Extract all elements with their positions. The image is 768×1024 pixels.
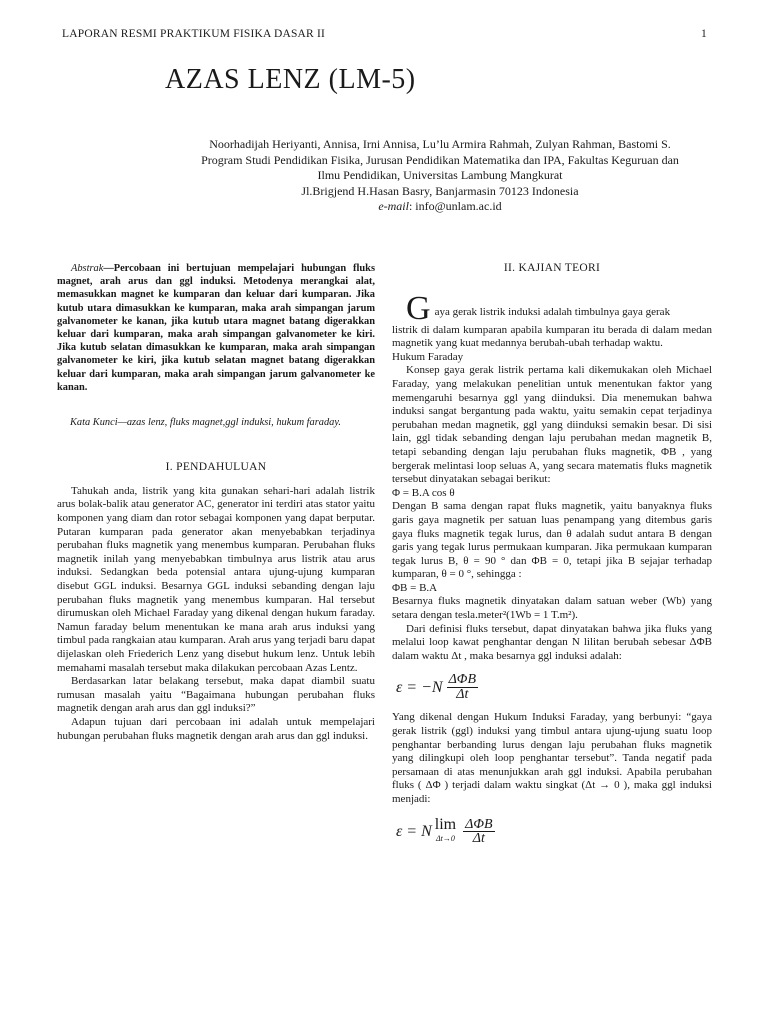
formula-emf [396, 668, 712, 706]
subheading-faraday: Hukum Faraday [392, 350, 464, 363]
formula-limit-lim-word: lim [434, 816, 457, 833]
theory-paragraph-6: Yang dikenal dengan Hukum Induksi Faraday, yang berbunyi: “gaya gerak listrik (ggl) induksi yang timbul antara ujung-ujung suatu loop penghantar berbanding lurus dengan laju perubahan fluks magnetik yang dilingkupi oleh loop penghantar tersebut”. Tanda negatif pada persamaan di atas menunjukkan arah ggl induksi. Apabila perubahan fluks ( ΔΦ ) terjadi dalam waktu singkat (Δt → 0 ), maka ggl induksi menjadi: [392, 711, 712, 805]
theory-paragraph-2: Konsep gaya gerak listrik pertama kali dikemukakan oleh Michael Faraday, yang melakukan penelitian untuk menentukan faktor yang memengaruhi besarnya ggl yang diinduksi. Dia menemukan bahwa induksi sangat bergantung pada waktu, yaitu semakin cepat terjadinya perubahan medan magnetik, ggl yang diinduksi semakin besar. Di sisi lain, ggl tidak sebanding dengan laju perubahan medan magnetik B, tetapi sebanding dengan laju perubahan fluks magnetik, ΦB , yang bergerak melintasi loop seluas A, yang secara matematis fluks magnetik tersebut dinyatakan sebagai berikut: [392, 364, 712, 486]
section-heading-theory: II. KAJIAN TEORI [503, 262, 601, 274]
abstract-label: Abstrak [71, 263, 104, 274]
drop-cap: G [406, 289, 431, 327]
formula-emf-lhs: ε = −N [396, 678, 443, 696]
theory-p1-rest: listrik di dalam kumparan apabila kumparan itu berada di dalam medan magnetik yang kuat medannya berubah-ubah terhadap waktu. [392, 323, 712, 350]
theory-paragraph-5: Dari definisi fluks tersebut, dapat dinyatakan bahwa jika fluks yang melalui loop kawat penghantar dengan N lilitan berubah sebesar ΔΦB dalam waktu Δt , maka besarnya ggl induksi adalah: [392, 622, 712, 662]
abstract [57, 262, 375, 394]
formula-limit-lim [435, 818, 456, 845]
theory-paragraph-4: Besarnya fluks magnetik dinyatakan dalam satuan weber (Wb) yang setara dengan tesla.meter²(1Wb = 1 T.m²). [392, 595, 712, 622]
email-line [150, 199, 730, 215]
affiliation-line-2: Ilmu Pendidikan, Universitas Lambung Mangkurat [317, 168, 563, 182]
affiliation-line-1: Program Studi Pendidikan Fisika, Jurusan Pendidikan Matematika dan IPA, Fakultas Keguruan dan [201, 152, 679, 167]
address: Jl.Brigjend H.Hasan Basry, Banjarmasin 70123 Indonesia [301, 183, 579, 198]
keywords-text: Kata Kunci—azas lenz, fluks magnet,ggl induksi, hukum faraday. [70, 417, 342, 429]
left-column [57, 262, 375, 743]
author-names: Noorhadijah Heriyanti, Annisa, Irni Annisa, Lu’lu Armira Rahmah, Zulyan Rahman, Bastomi S. [209, 137, 671, 151]
theory-p1-first-line: aya gerak listrik induksi adalah timbulnya gaya gerak [434, 305, 671, 318]
section-heading-introduction: I. PENDAHULUAN [165, 461, 267, 474]
theory-paragraph-3: Dengan B sama dengan rapat fluks magnetik, yaitu banyaknya fluks garis gaya magnetik per satuan luas penampang yang ditembus garis gaya fluks magnetik tegak lurus, dan θ adalah sudut antara B dengan garis yang tegak lurus permukaan kumparan. Jika permukaan kumparan tegak lurus B, θ = 90 ° dan ΦB = 0, tetapi jika B sejajar terhadap kumparan, θ = 0 °, sehingga : [392, 500, 712, 581]
formula-limit [396, 813, 712, 851]
formula-limit-lhs: ε = N [396, 822, 432, 840]
intro-paragraph-3: Adapun tujuan dari percobaan ini adalah untuk mempelajari hubungan perubahan fluks magnetik dengan arah arus dan ggl induksi. [57, 715, 375, 742]
formula-limit-lim-sub: Δt→0 [435, 833, 455, 843]
author-block [150, 137, 730, 215]
page-number: 1 [701, 28, 707, 40]
formula-limit-denominator: Δt [472, 831, 485, 847]
formula-emf-denominator: Δt [456, 686, 469, 702]
formula-limit-fraction [463, 818, 494, 846]
keywords [57, 416, 375, 429]
email-address: : info@unlam.ac.id [408, 199, 502, 213]
email-label: e-mail [378, 199, 409, 213]
abstract-dash: — [103, 263, 114, 274]
formula-limit-numerator: ΔΦB [465, 816, 493, 832]
paper-title: AZAS LENZ (LM-5) [165, 64, 416, 95]
intro-paragraph-2: Berdasarkan latar belakang tersebut, maka dapat diambil suatu rumusan masalah yaitu “Bagaimana hubungan perubahan fluks magnetik dengan arah arus dan ggl induksi?” [57, 675, 375, 715]
running-header-title: LAPORAN RESMI PRAKTIKUM FISIKA DASAR II [62, 28, 326, 40]
abstract-text: Percobaan ini bertujuan mempelajari hubungan fluks magnet, arah arus dan ggl induksi. Metodenya merangkai alat, memasukkan magnet ke kumparan dan keluar dari kumparan. Jika kutub utara dimasukkan ke kumparan, maka arah simpangan jarum galvanometer ke kanan, jika kutub utara magnet batang digerakkan keluar dari kumparan, maka arah simpangan galvanometer ke kiri. Jika kutub selatan dimasukkan ke kumparan, maka arah simpangan galvanometer ke kiri, jika kutub selatan magnet batang digerakkan keluar dari kumparan, maka arah simpangan jarum galvanometer ke kanan. [57, 263, 375, 393]
theory-paragraph-1 [392, 289, 712, 351]
formula-flux: Φ = B.A cos θ [392, 486, 455, 499]
formula-emf-fraction [447, 673, 478, 701]
right-column [392, 262, 712, 856]
intro-paragraph-1: Tahukah anda, listrik yang kita gunakan sehari-hari adalah listrik arus bolak-balik atau generator AC, generator ini terdiri atas stator yaitu komponen yang diam dan rotor sebagai komponen yang dapat berputar. Putaran kumparan pada generator akan menyebabkan terjadinya perubahan fluks magnetik yang menembus kumparan. Perubahan fluks magnetik inilah yang menyebabkan timbulnya arus listrik atau arus induksi. Sedangkan beda potensial antara ujung-ujung kumparan disebut GGL induksi. Besarnya GGL induksi sebanding dengan laju perubahan fluks magnetik yang menembus kumparan. Hal tersebut dirumuskan oleh Michael Faraday yang dikenal dengan hukum faraday. Namun faraday belum menentukan ke mana arah arus induksi yang timbul pada rangkaian atau kumparan. Arah arus yang terjadi baru dapat dijelaskan oleh Friederich Lenz yang disebut hukum lenz. Untuk lebih memahami masalah tersebut maka dilakukan percobaan Azas Lentz. [57, 484, 375, 674]
formula-flux-max: ΦB = B.A [392, 581, 438, 594]
formula-emf-numerator: ΔΦB [448, 672, 477, 688]
